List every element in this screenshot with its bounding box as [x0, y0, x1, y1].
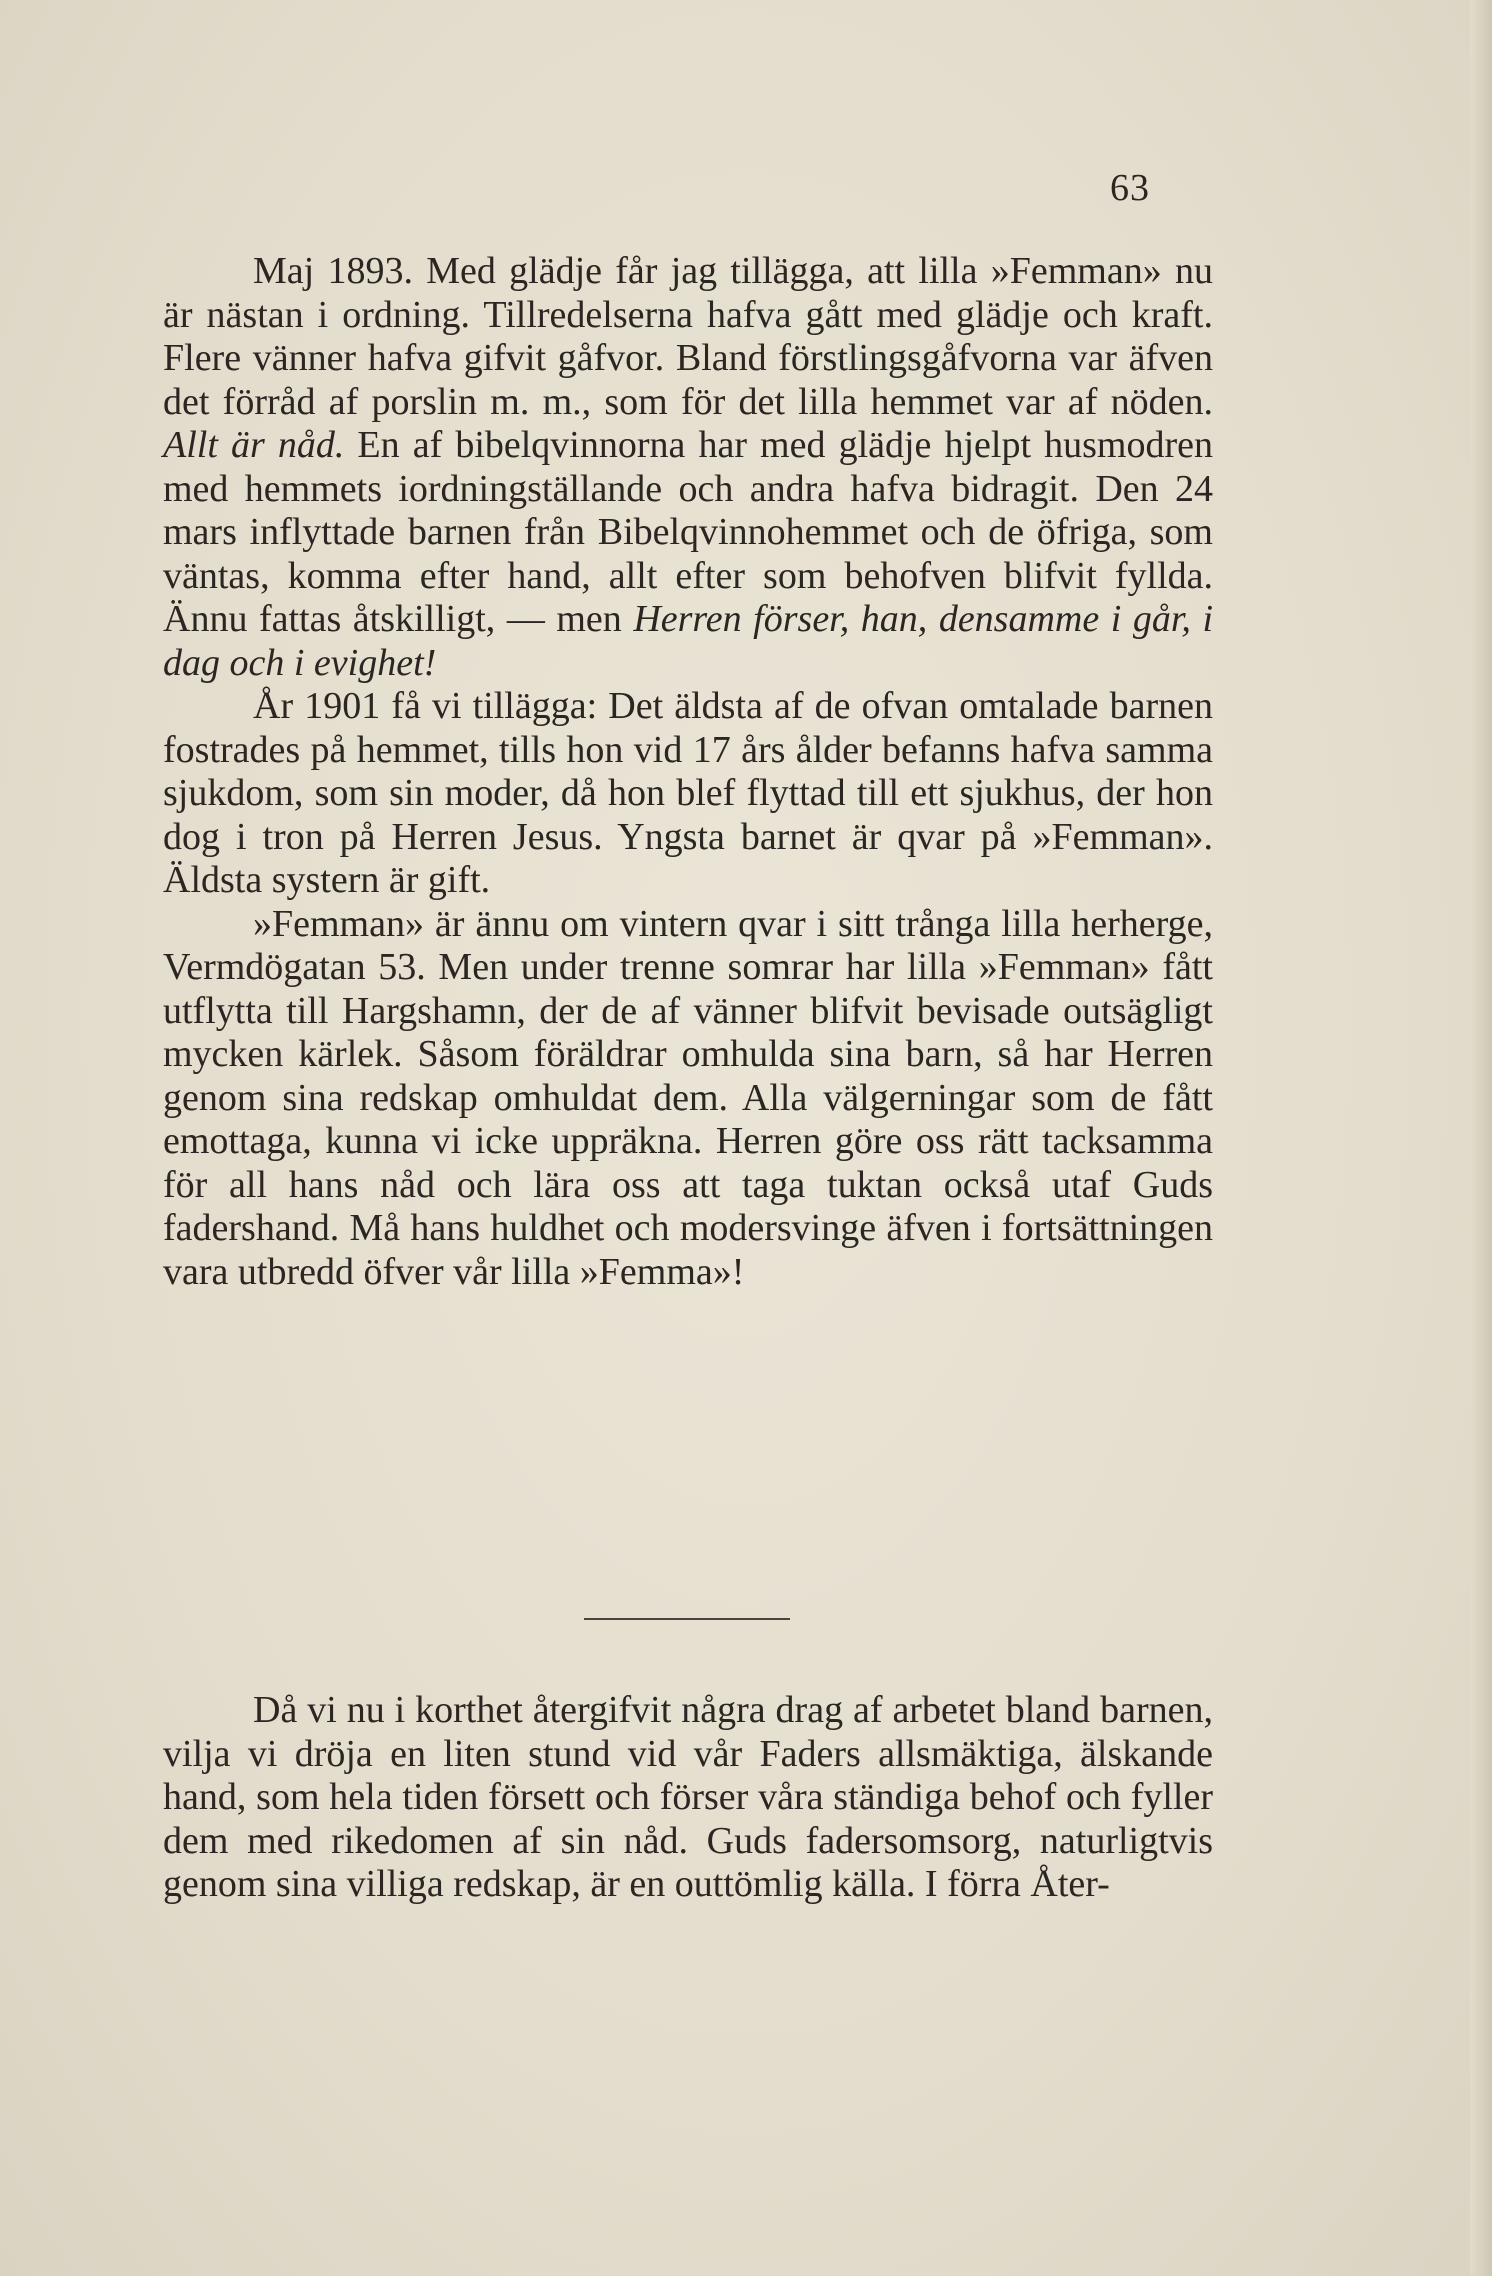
paragraph-1-text-a: Maj 1893. Med glädje får jag tillägga, att lilla »Femman» nu är nästan i ordning. Tillredelserna hafva gått med glädje och kraft. Flere vänner hafva gifvit gåfvor. Bland förstlingsgåfvorna var äfven det förråd af porslin m. m., som för det lilla hemmet var af nöden. — [163, 250, 1213, 423]
text-section-2 — [163, 1689, 1213, 1907]
page-edge — [1470, 0, 1492, 2276]
paragraph-1-italic-a: Allt är nåd. — [163, 424, 345, 466]
paragraph-1-italic-b: Herren förser, han, densamme i går, i dag och i evighet! — [163, 598, 1214, 684]
section-divider — [584, 1618, 790, 1620]
paragraph-1-text-b: En af bibelqvinnorna har med glädje hjelpt husmodren med hemmets iordningställande och andra hafva bidragit. Den 24 mars inflyttade barnen från Bibelqvinnohemmet och de öfriga, som väntas, komma efter hand, allt efter som behofven blifvit fyllda. Ännu fattas åtskilligt, — men — [163, 424, 1213, 640]
paragraph-2: År 1901 få vi tillägga: Det äldsta af de ofvan omtalade barnen fostrades på hemmet, tills hon vid 17 års ålder befanns hafva samma sjukdom, som sin moder, då hon blef flyttad till ett sjukhus, der hon dog i tron på Herren Jesus. Yngsta barnet är qvar på »Femman». Äldsta systern är gift. — [163, 685, 1213, 901]
page-number: 63 — [1110, 167, 1150, 209]
paragraph-3: »Femman» är ännu om vintern qvar i sitt trånga lilla herherge, Vermdögatan 53. Men under trenne somrar har lilla »Femman» fått utflytta till Hargshamn, der de af vänner blifvit bevisade outsägligt mycken kärlek. Såsom föräldrar omhulda sina barn, så har Herren genom sina redskap omhuldat dem. Alla välgerningar som de fått emottaga, kunna vi icke uppräkna. Herren göre oss rätt tacksamma för all hans nåd och lära oss att taga tuktan också utaf Guds fadershand. Må hans huldhet och modersvinge äfven i fortsättningen vara utbredd öfver vår lilla »Femma»! — [163, 902, 1213, 1293]
paragraph-1 — [163, 250, 1213, 685]
text-section-1 — [163, 250, 1213, 1294]
paragraph-4: Då vi nu i korthet återgifvit några drag af arbetet bland barnen, vilja vi dröja en liten stund vid vår Faders allsmäktiga, älskande hand, som hela tiden försett och förser våra ständiga behof och fyller dem med rikedomen af sin nåd. Guds fadersomsorg, naturligtvis genom sina villiga redskap, är en outtömlig källa. I förra Åter- — [163, 1689, 1213, 1905]
